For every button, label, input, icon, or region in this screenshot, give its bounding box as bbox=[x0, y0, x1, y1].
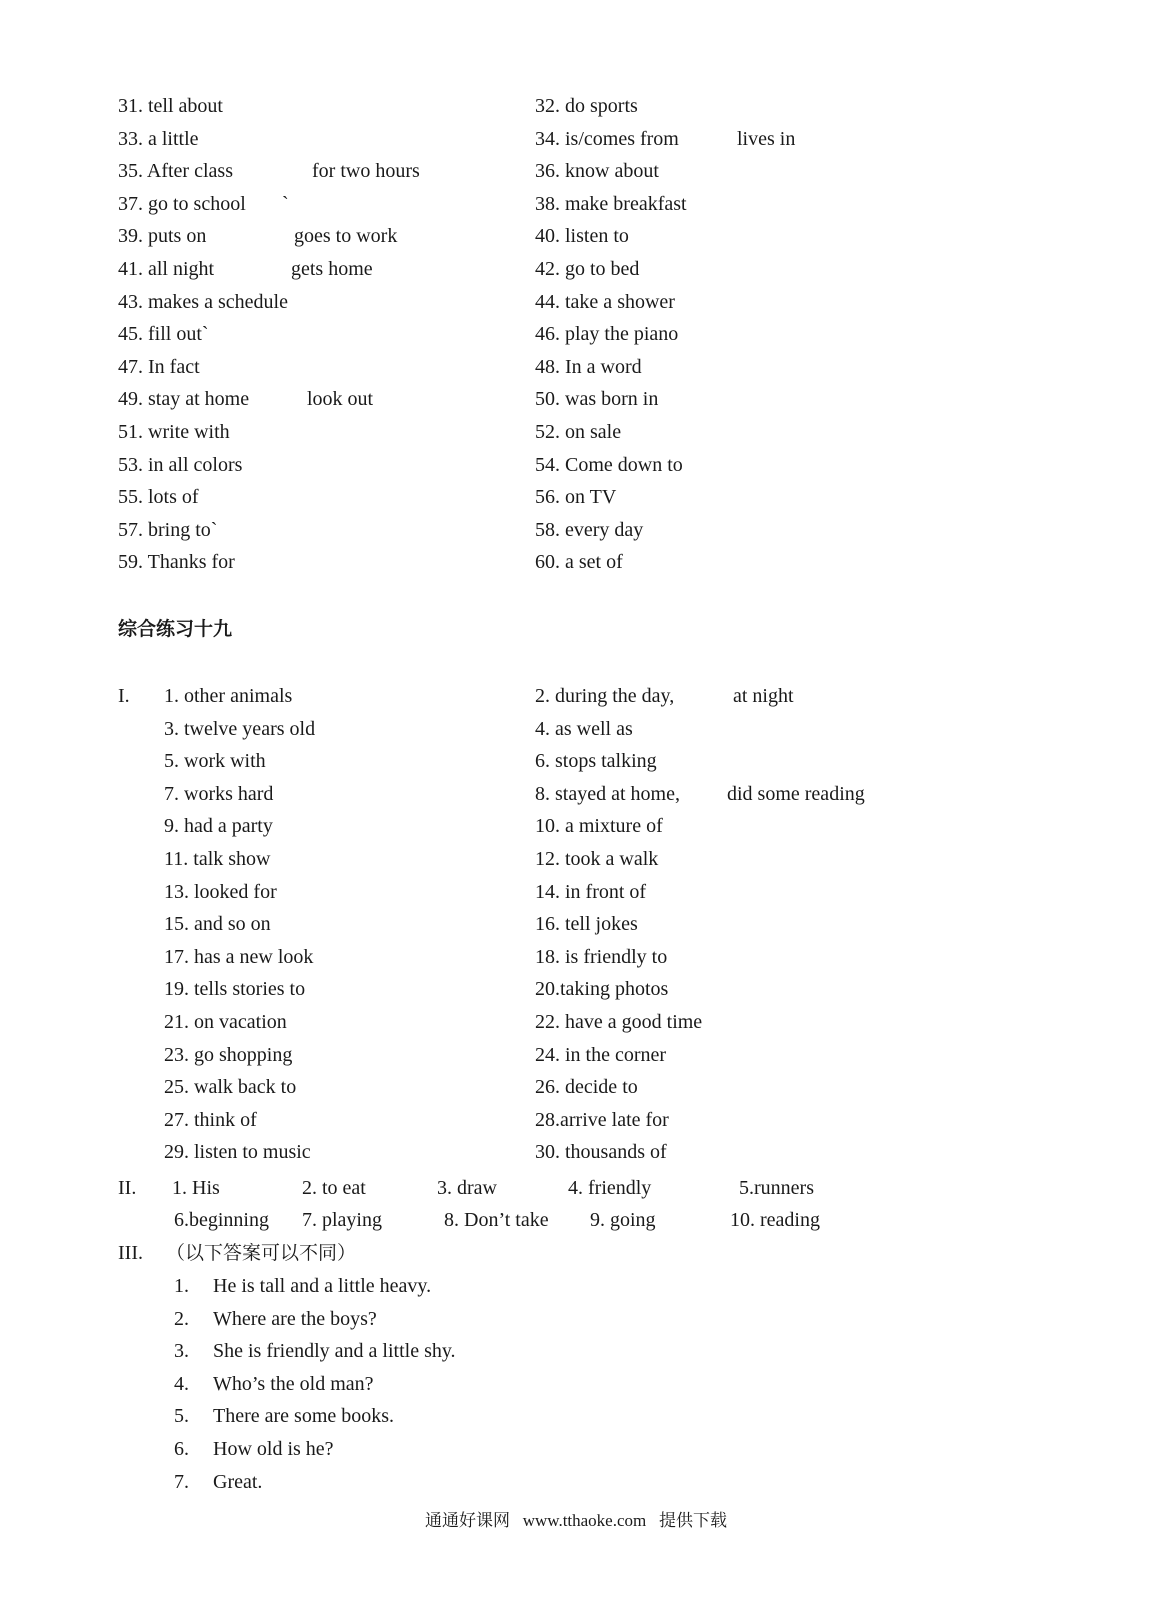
answer-item: 6. stops talking bbox=[535, 750, 657, 773]
answer-item: 54. Come down to bbox=[535, 453, 683, 476]
part2-answer: 8. Don’t take bbox=[444, 1209, 549, 1231]
answer-item: 26. decide to bbox=[535, 1076, 638, 1099]
part3-item-text: Who’s the old man? bbox=[213, 1372, 374, 1395]
part3-item-text: There are some books. bbox=[213, 1405, 395, 1428]
answer-item-extra: for two hours bbox=[312, 160, 420, 183]
part2-answer: 5.runners bbox=[739, 1177, 814, 1199]
answer-item: 31. tell about bbox=[118, 95, 223, 117]
part3-item-number: 3. bbox=[174, 1340, 189, 1363]
answer-item-extra: did some reading bbox=[727, 782, 865, 805]
answer-item: 18. is friendly to bbox=[535, 945, 668, 968]
answer-item: 39. puts on bbox=[118, 225, 207, 248]
answer-item: 14. in front of bbox=[535, 880, 647, 903]
answer-item: 41. all night bbox=[118, 258, 215, 280]
answer-item: 33. a little bbox=[118, 127, 199, 150]
part3-item-number: 7. bbox=[174, 1470, 189, 1493]
answer-item-extra: ` bbox=[282, 192, 289, 215]
answer-item: 11. talk show bbox=[164, 848, 271, 870]
answer-item: 44. take a shower bbox=[535, 290, 675, 313]
answer-item: 15. and so on bbox=[164, 913, 271, 936]
answer-item: 12. took a walk bbox=[535, 848, 659, 870]
answer-item: 20.taking photos bbox=[535, 978, 669, 1001]
answer-item: 32. do sports bbox=[535, 95, 638, 117]
section-title: 综合练习十九 bbox=[118, 618, 233, 640]
answer-item: 9. had a party bbox=[164, 815, 273, 838]
answer-item: 37. go to school bbox=[118, 192, 246, 215]
answer-item: 21. on vacation bbox=[164, 1011, 287, 1033]
answer-item-extra: gets home bbox=[291, 258, 373, 280]
part3-item-text: She is friendly and a little shy. bbox=[213, 1340, 456, 1363]
answer-item: 53. in all colors bbox=[118, 453, 243, 476]
answer-item: 13. looked for bbox=[164, 880, 277, 903]
answer-item-extra: lives in bbox=[737, 127, 796, 150]
answer-item: 43. makes a schedule bbox=[118, 290, 288, 313]
part3-item-number: 2. bbox=[174, 1307, 189, 1330]
answer-item: 38. make breakfast bbox=[535, 192, 687, 215]
part2-answer: 4. friendly bbox=[568, 1177, 652, 1199]
answer-item: 23. go shopping bbox=[164, 1043, 293, 1066]
answer-item: 22. have a good time bbox=[535, 1011, 703, 1033]
answer-item: 2. during the day, bbox=[535, 685, 675, 707]
part3-item-text: Where are the boys? bbox=[213, 1307, 377, 1330]
answer-item: 28.arrive late for bbox=[535, 1108, 669, 1131]
answer-item: 51. write with bbox=[118, 421, 230, 443]
answer-item: 5. work with bbox=[164, 750, 266, 773]
footer-url: www.tthaoke.com bbox=[522, 1511, 647, 1530]
answer-item: 45. fill out` bbox=[118, 323, 209, 346]
footer-suffix: 提供下载 bbox=[659, 1511, 728, 1531]
answer-item: 4. as well as bbox=[535, 717, 633, 740]
answer-item: 55. lots of bbox=[118, 486, 199, 509]
footer-site-name: 通通好课网 bbox=[424, 1511, 510, 1531]
part1-label: I. bbox=[118, 685, 130, 707]
answer-item: 8. stayed at home, bbox=[535, 782, 680, 805]
answer-item: 27. think of bbox=[164, 1108, 257, 1131]
answer-item: 17. has a new look bbox=[164, 945, 314, 968]
answer-item: 60. a set of bbox=[535, 551, 623, 574]
answer-item: 40. listen to bbox=[535, 225, 629, 248]
answer-item: 36. know about bbox=[535, 160, 659, 183]
answer-item: 59. Thanks for bbox=[118, 551, 235, 574]
answer-item: 3. twelve years old bbox=[164, 717, 316, 740]
answer-item: 48. In a word bbox=[535, 355, 642, 378]
part3-item-number: 4. bbox=[174, 1372, 189, 1395]
answer-item: 24. in the corner bbox=[535, 1043, 667, 1066]
part3-label: III. bbox=[118, 1242, 143, 1264]
part3-item-text: He is tall and a little heavy. bbox=[213, 1275, 432, 1297]
answer-item: 42. go to bed bbox=[535, 258, 640, 280]
answer-item: 29. listen to music bbox=[164, 1141, 311, 1164]
answer-item: 46. play the piano bbox=[535, 323, 679, 346]
part2-answer: 2. to eat bbox=[302, 1177, 366, 1199]
answer-item: 57. bring to` bbox=[118, 518, 218, 541]
answer-item: 35. After class bbox=[118, 160, 233, 183]
part3-item-number: 5. bbox=[174, 1405, 189, 1428]
answer-item: 7. works hard bbox=[164, 782, 274, 805]
answer-item-extra: at night bbox=[733, 685, 794, 707]
answer-item-extra: goes to work bbox=[294, 225, 398, 248]
part3-note: （以下答案可以不同） bbox=[166, 1242, 357, 1264]
answer-item: 52. on sale bbox=[535, 421, 622, 443]
part2-answer: 1. His bbox=[172, 1177, 220, 1199]
answer-item: 47. In fact bbox=[118, 355, 200, 378]
part2-answer: 10. reading bbox=[730, 1209, 820, 1231]
page-footer bbox=[0, 1509, 1152, 1533]
part3-item-text: How old is he? bbox=[213, 1438, 334, 1460]
part2-answer: 9. going bbox=[590, 1209, 656, 1231]
answer-item: 56. on TV bbox=[535, 486, 617, 509]
answer-item: 10. a mixture of bbox=[535, 815, 663, 838]
answer-item: 30. thousands of bbox=[535, 1141, 667, 1164]
part2-label: II. bbox=[118, 1177, 137, 1199]
answer-item: 25. walk back to bbox=[164, 1076, 297, 1099]
answer-item: 16. tell jokes bbox=[535, 913, 638, 936]
part2-answer: 3. draw bbox=[437, 1177, 497, 1199]
answer-item: 50. was born in bbox=[535, 388, 659, 411]
part2-answer: 7. playing bbox=[302, 1209, 382, 1231]
part2-answer: 6.beginning bbox=[174, 1209, 269, 1231]
part3-item-text: Great. bbox=[213, 1470, 263, 1493]
answer-item: 58. every day bbox=[535, 518, 644, 541]
answer-item: 19. tells stories to bbox=[164, 978, 306, 1001]
answer-item: 1. other animals bbox=[164, 685, 293, 707]
answer-item: 34. is/comes from bbox=[535, 127, 679, 150]
part3-item-number: 6. bbox=[174, 1438, 189, 1460]
part3-item-number: 1. bbox=[174, 1275, 189, 1297]
answer-item: 49. stay at home bbox=[118, 388, 250, 411]
answer-item-extra: look out bbox=[307, 388, 374, 411]
